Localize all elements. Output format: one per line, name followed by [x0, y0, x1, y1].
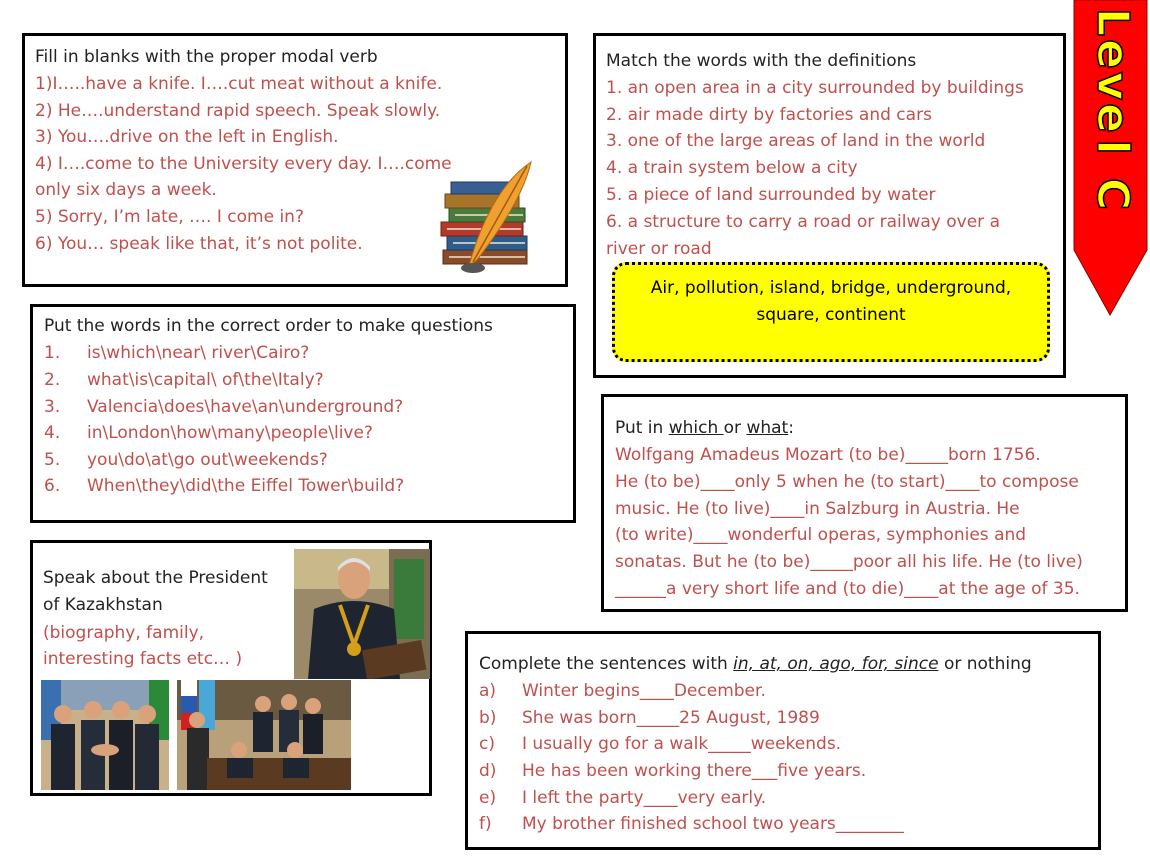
box5-title-prefix: Put in	[615, 418, 669, 438]
box5-title-suffix: :	[788, 418, 794, 438]
box1-line-3: 3) You….drive on the left in English.	[35, 127, 339, 147]
box4-line-2: 2. air made dirty by factories and cars	[606, 105, 932, 125]
item-letter: a)	[479, 681, 497, 701]
level-letter: e	[1087, 103, 1138, 133]
item-letter: f)	[479, 814, 492, 834]
box5-line-2: He (to be)____only 5 when he (to start)____to compose	[615, 472, 1079, 492]
level-letter: e	[1087, 39, 1138, 69]
box5-title-what: what	[746, 418, 789, 438]
box1-line-7: 6) You… speak like that, it’s not polite.	[35, 234, 363, 254]
list-item	[44, 340, 309, 367]
box4-line-7: river or road	[606, 239, 712, 259]
box5-title	[615, 415, 794, 442]
president-box	[30, 540, 432, 796]
list-item	[479, 758, 866, 785]
modal-verbs-box	[22, 33, 568, 287]
box1-line-1: 1)I…..have a knife. I….cut meat without a knife.	[35, 74, 443, 94]
item-letter: d)	[479, 761, 497, 781]
item-letter: b)	[479, 708, 497, 728]
item-letter: c)	[479, 734, 495, 754]
word-bank	[612, 262, 1050, 362]
item-number: 5.	[44, 450, 61, 470]
box5-line-6: ______a very short life and (to die)____at the age of 35.	[615, 579, 1080, 599]
box1-line-6: 5) Sorry, I’m late, …. I come in?	[35, 207, 304, 227]
box6-title-words: in, at, on, ago, for, since	[733, 654, 939, 674]
books-quill-icon	[439, 158, 539, 276]
item-letter: e)	[479, 788, 497, 808]
box6-title-suffix: or nothing	[938, 654, 1032, 674]
match-definitions-box	[593, 33, 1066, 378]
item-text: is\which\near\ river\Cairo?	[87, 343, 310, 363]
box4-line-5: 5. a piece of land surrounded by water	[606, 185, 936, 205]
word-bank-line2: square, continent	[756, 304, 906, 325]
item-text: what\is\capital\ of\the\Italy?	[87, 370, 324, 390]
handshake-photo	[41, 680, 169, 790]
level-letter: l	[1087, 139, 1138, 155]
box5-line-3: music. He (to live)____in Salzburg in Austria. He	[615, 499, 1020, 519]
box1-line-4: 4) I….come to the University every day. I….come	[35, 154, 452, 174]
level-letter: L	[1087, 7, 1138, 37]
item-text: I usually go for a walk_____weekends.	[522, 734, 842, 754]
word-order-box	[30, 304, 576, 523]
box3-red-line1: (biography, family,	[43, 623, 205, 643]
list-item	[479, 811, 904, 838]
item-number: 1.	[44, 343, 61, 363]
box3-title-line2: of Kazakhstan	[43, 595, 163, 615]
list-item	[479, 785, 766, 812]
list-item	[44, 394, 403, 421]
list-item	[44, 420, 373, 447]
item-text: Winter begins____December.	[522, 681, 766, 701]
box6-title	[479, 651, 1032, 678]
item-text: When\they\did\the Eiffel Tower\build?	[87, 476, 405, 496]
item-text: I left the party____very early.	[522, 788, 767, 808]
item-text: in\London\how\many\people\live?	[87, 423, 373, 443]
item-number: 3.	[44, 397, 61, 417]
box4-line-4: 4. a train system below a city	[606, 158, 858, 178]
level-letter: C	[1087, 177, 1138, 211]
list-item	[44, 367, 324, 394]
item-text: She was born_____25 August, 1989	[522, 708, 820, 728]
box4-line-6: 6. a structure to carry a road or railway over a	[606, 212, 1000, 232]
mozart-box	[601, 394, 1128, 612]
box1-line-5: only six days a week.	[35, 180, 217, 200]
box4-line-3: 3. one of the large areas of land in the world	[606, 131, 986, 151]
box1-line-2: 2) He….understand rapid speech. Speak slowly.	[35, 101, 441, 121]
word-bank-line1: Air, pollution, island, bridge, underground,	[650, 278, 1012, 298]
box4-line-1: 1. an open area in a city surrounded by buildings	[606, 78, 1024, 98]
list-item	[44, 473, 404, 500]
box3-title-line1: Speak about the President	[43, 568, 268, 588]
level-c-text	[1087, 8, 1138, 210]
box6-title-prefix: Complete the sentences with	[479, 654, 734, 674]
box1-title: Fill in blanks with the proper modal verb	[35, 47, 378, 67]
item-text: Valencia\does\have\an\underground?	[87, 397, 404, 417]
item-number: 4.	[44, 423, 61, 443]
level-letter: v	[1087, 71, 1138, 101]
box5-line-1: Wolfgang Amadeus Mozart (to be)_____born 1756.	[615, 445, 1041, 465]
item-text: My brother finished school two years________	[522, 814, 904, 834]
list-item	[479, 705, 820, 732]
box5-line-4: (to write)____wonderful operas, symphonies and	[615, 525, 1027, 545]
level-c-banner	[1071, 0, 1150, 316]
president-photo	[294, 549, 430, 679]
box5-line-5: sonatas. But he (to be)_____poor all his life. He (to live)	[615, 552, 1083, 572]
list-item	[479, 678, 766, 705]
signing-photo	[177, 680, 351, 790]
box2-title: Put the words in the correct order to make questions	[44, 316, 493, 336]
list-item	[44, 447, 328, 474]
box5-title-or: or	[723, 418, 747, 438]
box5-title-which: which	[668, 418, 724, 438]
item-text: you\do\at\go out\weekends?	[87, 450, 328, 470]
item-number: 6.	[44, 476, 61, 496]
box3-red-line2: interesting facts etc… )	[43, 649, 243, 669]
item-text: He has been working there___five years.	[522, 761, 867, 781]
list-item	[479, 731, 841, 758]
box4-title: Match the words with the definitions	[606, 51, 917, 71]
item-number: 2.	[44, 370, 61, 390]
prepositions-box	[465, 631, 1101, 850]
